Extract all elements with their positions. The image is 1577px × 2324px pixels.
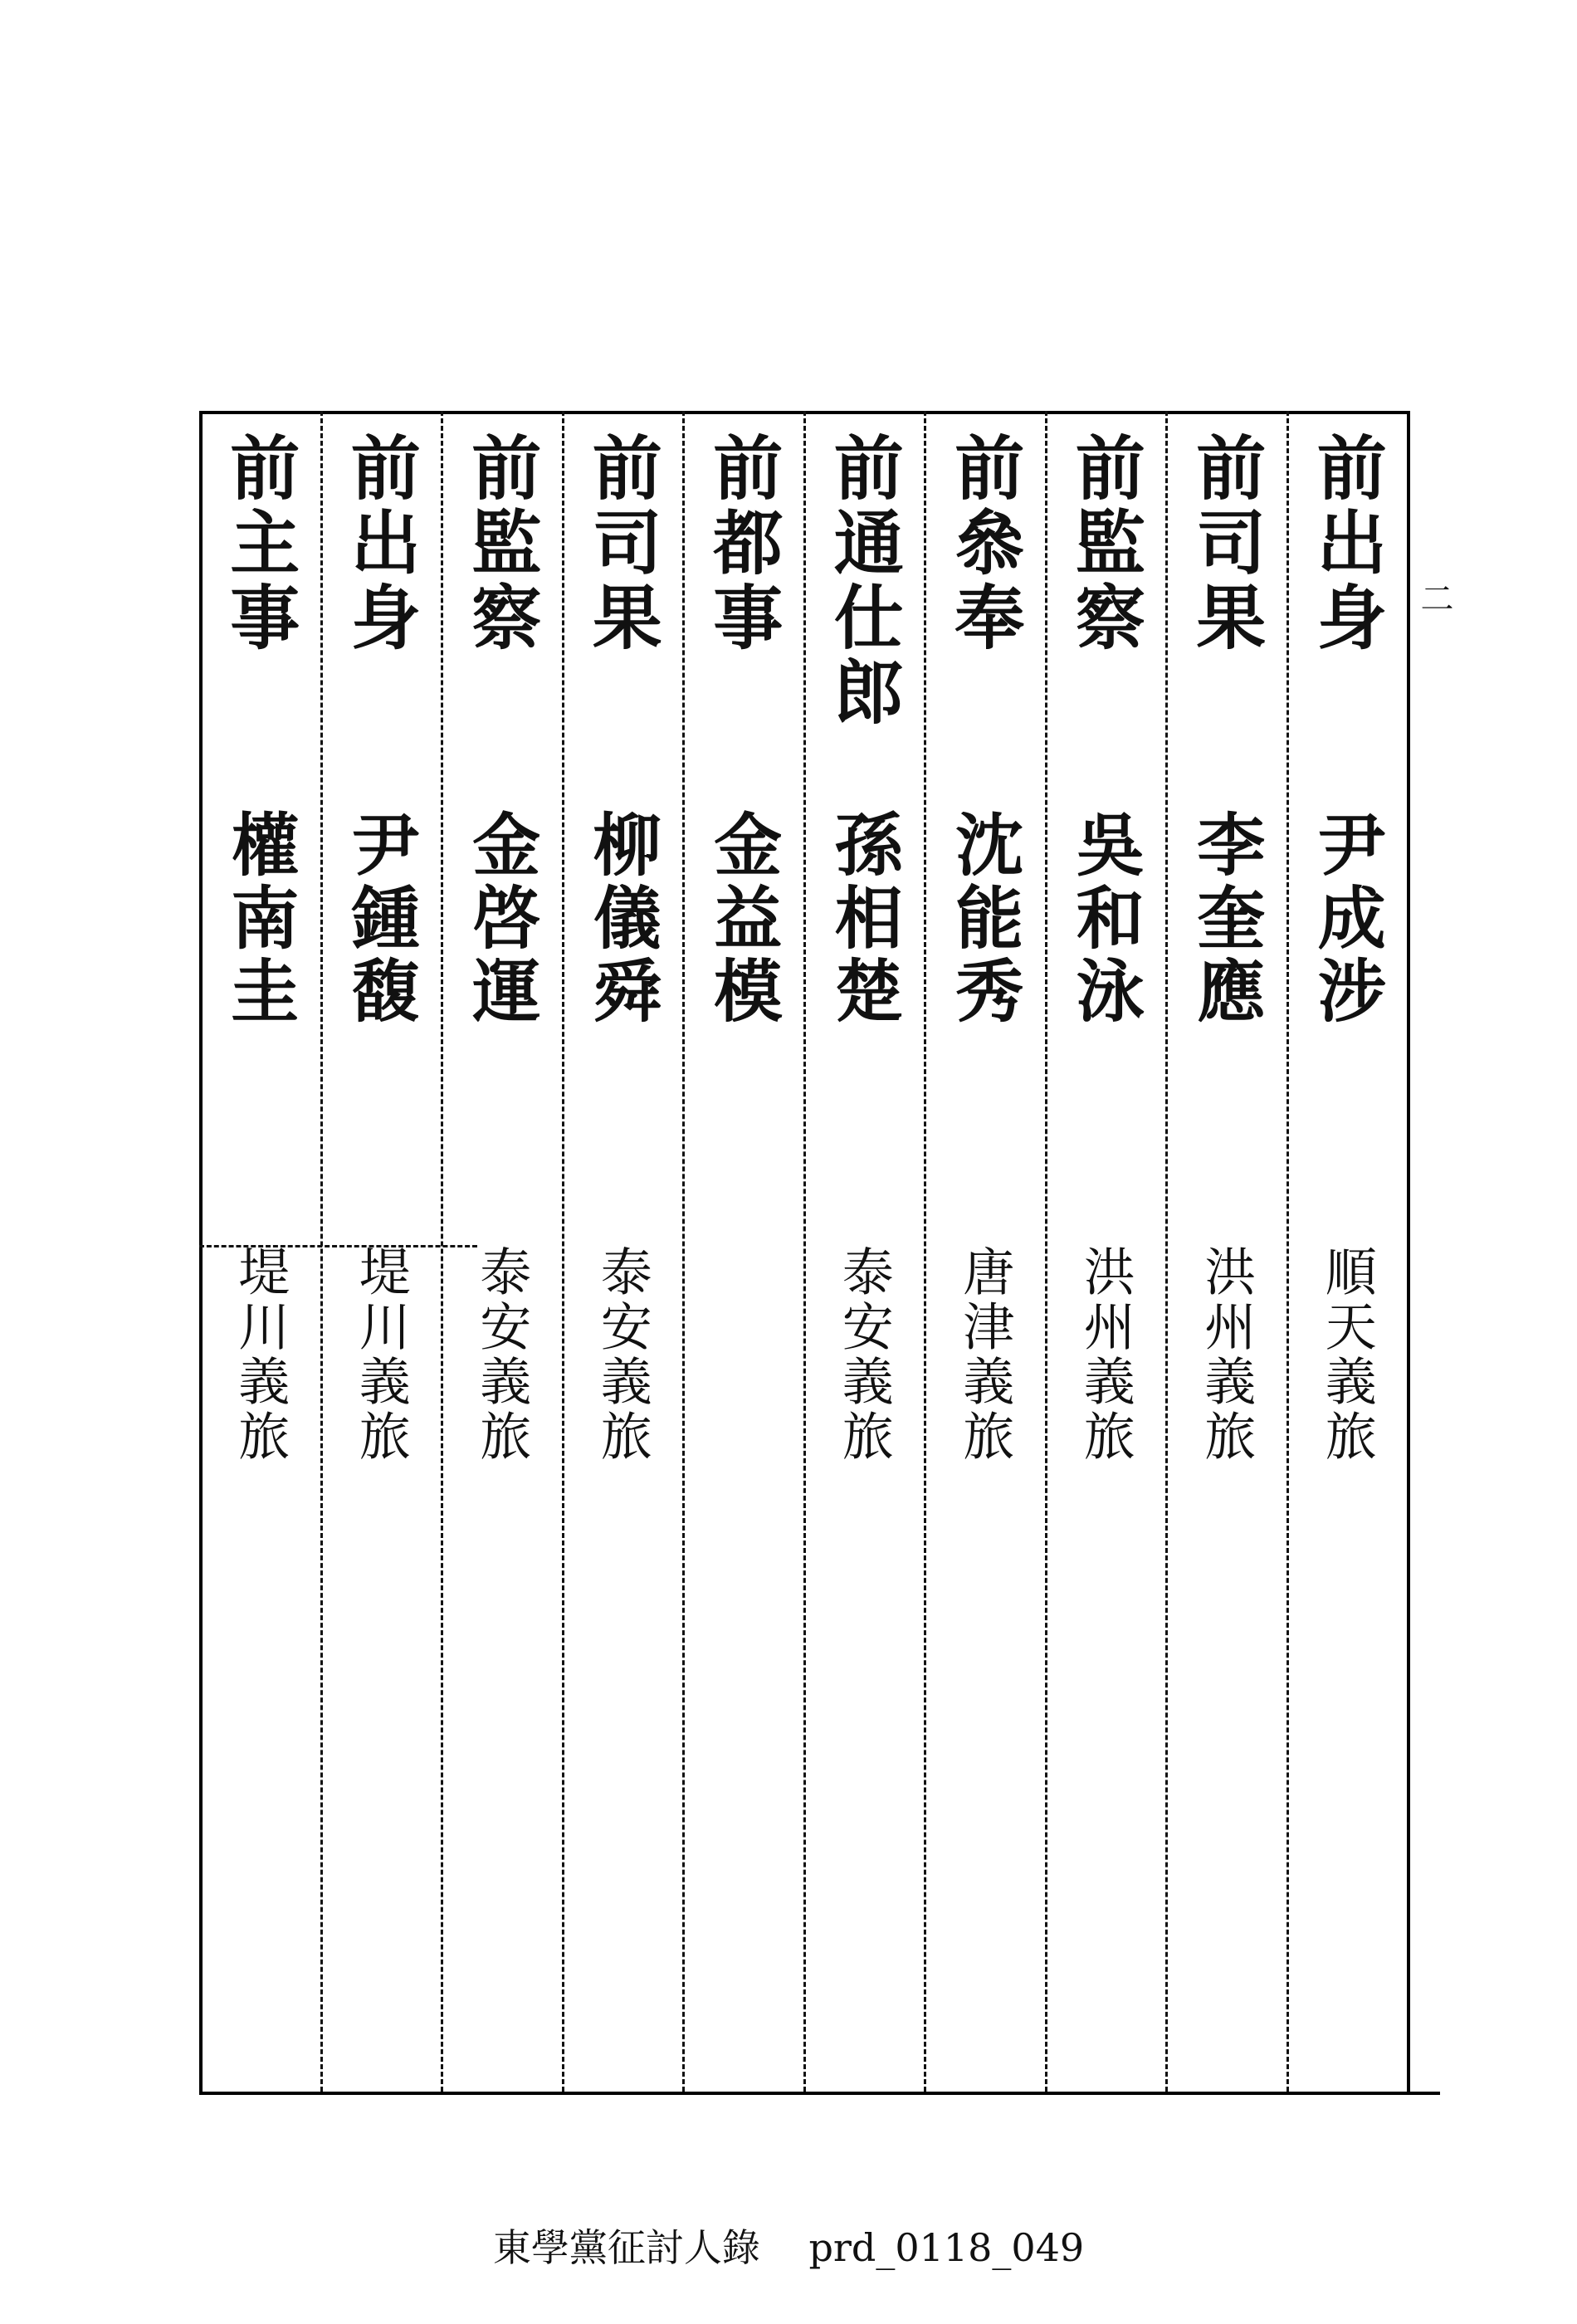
entry-origin: 泰安義旅 (592, 1245, 653, 1464)
entry-name: 柳儀舜 (582, 809, 662, 1028)
entry-origin: 洪州義旅 (1195, 1245, 1257, 1464)
caption (0, 2218, 1577, 2273)
entry-name: 權南圭 (219, 809, 300, 1028)
column-divider (320, 411, 323, 2092)
caption-title: 東學黨征討人錄 (492, 2225, 760, 2270)
entry-name: 金益模 (702, 809, 783, 1028)
entry-origin: 泰安義旅 (471, 1245, 532, 1464)
section-separator (199, 1245, 477, 1247)
column-divider (682, 411, 685, 2092)
entry-name: 沈能秀 (944, 809, 1024, 1028)
entry-name: 孫相楚 (823, 809, 904, 1028)
table-left-rule (199, 411, 203, 2092)
entry-name: 尹成涉 (1306, 809, 1387, 1028)
column-divider (441, 411, 443, 2092)
entry-rank: 前司果 (581, 432, 664, 656)
entry-rank: 前監察 (460, 432, 543, 656)
entry-rank: 前通仕郎 (823, 432, 906, 730)
entry-rank: 前司果 (1184, 432, 1267, 656)
entry-name: 尹鍾馥 (340, 809, 421, 1028)
entry-rank: 前主事 (218, 432, 301, 656)
entry-name: 李奎應 (1185, 809, 1266, 1028)
column-divider (1165, 411, 1168, 2092)
entry-origin: 順天義旅 (1316, 1245, 1378, 1464)
entry-rank: 前出身 (339, 432, 422, 656)
entry-origin: 泰安義旅 (833, 1245, 895, 1464)
table-right-rule (1407, 411, 1410, 2092)
column-divider (803, 411, 806, 2092)
entry-name: 金啓運 (461, 809, 541, 1028)
column-divider (562, 411, 564, 2092)
page-number-marker: 二 (1415, 581, 1453, 614)
caption-code: prd_0118_049 (808, 2225, 1085, 2270)
entry-rank: 前都事 (701, 432, 784, 656)
table-bottom-rule (199, 2092, 1440, 2095)
entry-origin: 堤川義旅 (350, 1245, 412, 1464)
entry-rank: 前出身 (1306, 432, 1389, 656)
column-divider (924, 411, 926, 2092)
entry-name: 吳和泳 (1065, 809, 1145, 1028)
entry-origin: 堤川義旅 (229, 1245, 290, 1464)
column-divider (1286, 411, 1289, 2092)
column-divider (1045, 411, 1047, 2092)
entry-origin: 洪州義旅 (1075, 1245, 1136, 1464)
entry-rank: 前監察 (1064, 432, 1147, 656)
entry-origin: 唐津義旅 (954, 1245, 1015, 1464)
entry-rank: 前叅奉 (943, 432, 1026, 656)
